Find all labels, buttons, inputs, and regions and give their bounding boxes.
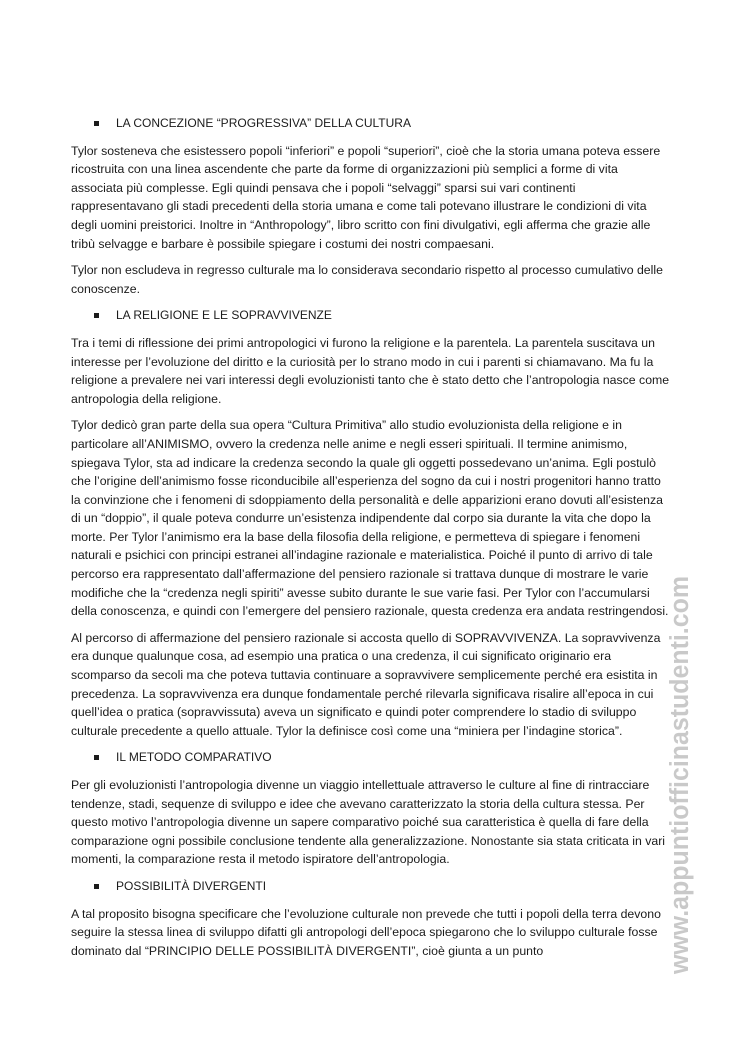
paragraph: Per gli evoluzionisti l’antropologia divenne un viaggio intellettuale attraverso le culture al fine di rintracciare tendenze, stadi, sequenze di sviluppo e idee che avevano caratterizzato la storia della cultura stessa. Per questo motivo l’antropologia divenne un sapere comparativo poiché sua caratteristica è quella di fare della comparazione ogni possibile conclusione tendente alla generalizzazione. Nonostante sia stata criticata in vari momenti, la comparazione resta il metodo ispiratore dell’antropologia. [71, 778, 666, 867]
watermark [666, 566, 696, 974]
section-heading [71, 877, 671, 896]
section-heading [71, 748, 671, 767]
paragraph: Tylor non escludeva in regresso culturale ma lo considerava secondario rispetto al processo cumulativo delle conoscenze. [71, 263, 663, 296]
paragraph: Tra i temi di riflessione dei primi antropologici vi furono la religione e la parentela. La parentela suscitava un interesse per l’evoluzione del diritto e la curiosità per lo strano modo in cui i parenti si chiamavano. Ma fu la religione a prevalere nei vari interessi degli evoluzionisti tanto che è stato detto che l’antropologia nasce come antropologia della religione. [71, 335, 670, 406]
section-heading-text: LA CONCEZIONE “PROGRESSIVA” DELLA CULTURA [116, 116, 411, 130]
bullet-square-icon [94, 884, 99, 889]
bullet-square-icon [94, 313, 99, 318]
paragraph: Tylor dedicò gran parte della sua opera “Cultura Primitiva” allo studio evoluzionista della religione e in particolare all’ANIMISMO, ovvero la credenza nelle anime e negli esseri spirituali. Il termine animismo, spiegava Tylor, sta ad indicare la credenza secondo la quale gli oggetti possedevano un’anima. Egli postulò che l’origine dell’animismo fosse riconducibile all’esperienza del sogno da cui i nostri progenitori hanno tratto la convinzione che i fenomeni di sdoppiamento della personalità e delle apparizioni erano dovuti all’esistenza di un “doppio”, il quale poteva condurre un’esistenza indipendente dal corpo sia durante la vita che dopo la morte. Per Tylor l’animismo era la base della filosofia della religione, e permetteva di spiegare i fenomeni naturali e psichici con principi estranei all’indagine razionale e materialistica. Poiché il punto di arrivo di tale percorso era rappresentato dall’affermazione del pensiero razionale si trattava dunque di mostrare le varie modifiche che la “credenza negli spiriti” avesse subito durante le sue varie fasi. Per Tylor con l’accumularsi della conoscenza, e quindi con l’emergere del pensiero razionale, questa credenza era andata restringendosi. [71, 418, 669, 619]
paragraph: Al percorso di affermazione del pensiero razionale si accosta quello di SOPRAVVIVENZA. La sopravvivenza era dunque qualunque cosa, ad esempio una pratica o una credenza, il cui significato originario era scomparso da secoli ma che poteva tuttavia continuare a sopravvivere semplicemente perché era esistita in precedenza. La sopravvivenza era dunque fondamentale perché rilevarla significava risalire all’epoca in cui quell’idea o pratica (sopravvissuta) aveva un significato e quindi poter comprendere lo stadio di sviluppo culturale precedente a quello attuale. Tylor la definisce così come una “miniera per l’indagine storica”. [71, 630, 661, 738]
section-heading-text: IL METODO COMPARATIVO [116, 750, 272, 765]
bullet-square-icon [94, 121, 99, 126]
section-heading-text: POSSIBILITÀ DIVERGENTI [116, 878, 267, 893]
watermark-text: www.appuntiofficinastudenti.com [666, 566, 694, 974]
section-heading [71, 306, 671, 325]
section-heading-text: LA RELIGIONE E LE SOPRAVVIVENZE [116, 308, 332, 323]
bullet-square-icon [94, 755, 99, 760]
watermark-graphic [666, 566, 696, 974]
paragraph: A tal proposito bisogna specificare che l’evoluzione culturale non prevede che tutti i popoli della terra devono seguire la stessa linea di sviluppo difatti gli antropologi dell’epoca spiegarono che lo sviluppo culturale fosse dominato dal “PRINCIPIO DELLE POSSIBILITÀ DIVERGENTI”, cioè giunta a un punto [71, 906, 661, 958]
document-body [71, 114, 671, 968]
paragraph: Tylor sosteneva che esistessero popoli “inferiori” e popoli “superiori”, cioè che la storia umana poteva essere ricostruita con una linea ascendente che parte da forme di organizzazioni più semplici a forme di vita associata più complesse. Egli quindi pensava che i popoli “selvaggi” sparsi sui vari continenti rappresentavano gli stadi precedenti della storia umana e come tali potevano illustrare le condizioni di vita degli uomini preistorici. Inoltre in “Anthropology”, libro scritto con fini divulgativi, egli afferma che grazie alle tribù selvagge e barbare è possibile spiegare i costumi dei nostri compaesani. [71, 143, 661, 251]
section-heading [71, 114, 671, 133]
